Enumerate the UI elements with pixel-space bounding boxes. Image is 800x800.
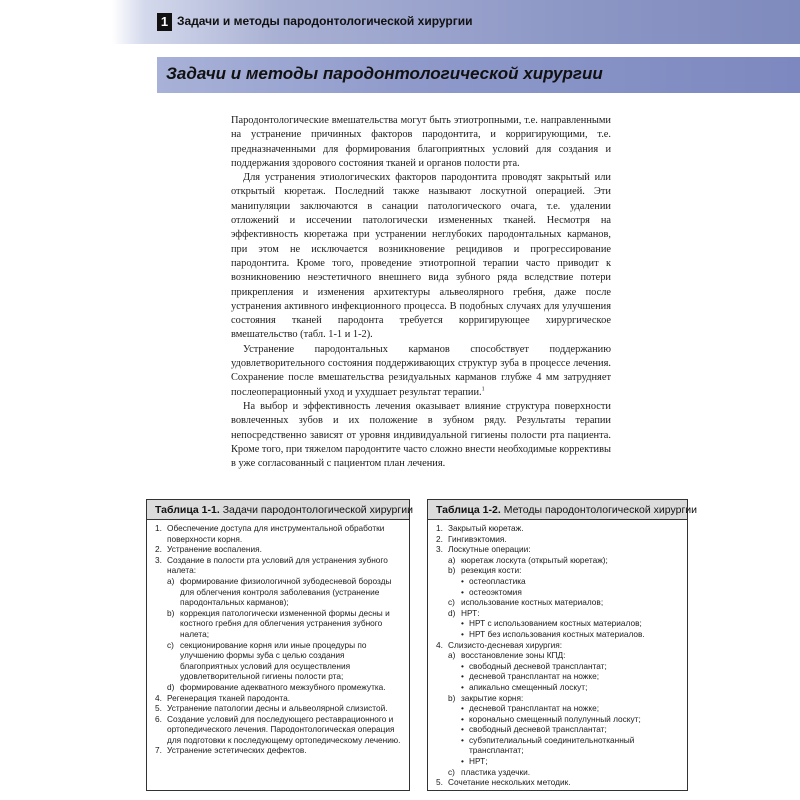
list-item <box>436 724 679 735</box>
list-item <box>436 608 679 619</box>
list-item <box>155 703 401 714</box>
list-item-text: коррекция патологически измененной формы десны и костного гребня для облегчения устранения зубного налета; <box>180 607 390 639</box>
list-item-text: резекция кости: <box>461 565 522 576</box>
list-item-text: десневой трансплантат на ножке; <box>469 671 599 682</box>
list-item-text: Лоскутные операции: <box>448 544 531 555</box>
list-marker: • <box>461 703 464 714</box>
list-marker: b) <box>167 607 175 618</box>
list-item <box>436 576 679 587</box>
paragraph: Для устранения этиологических факторов пародонтита проводят закрытый или открытый кюретаж. Последний также называют лоскутной операцией. Эти манипуляции заключаются в санации патологического очага, т.е. удалении отложений и иссечении патологически измененных тканей. Несмотря на эффективность кюретажа при устранении неглубоких пародонтальных карманов, при этом не исключается возникновение рецидивов и прогрессирование пародонтита. Кроме того, проведение этиотропной терапии часто приводит к возникновению неэстетичного внешнего вида зубного ряда вследствие потери прикрепления и изменения архитектуры альвеолярного гребня, даже после устранения активного инфекционного процесса. В подобных случаях для улучшения состояния тканей пародонта требуется корригирующее хирургическое вмешательство (табл. 1-1 и 1-2). <box>231 172 611 341</box>
list-item-text: коронально смещенный полулунный лоскут; <box>469 713 641 724</box>
footnote-marker: 1 <box>481 386 485 393</box>
list-item-text: формирование физиологичной зубодесневой борозды для облегчения контроля заболевания (устранение пародонтальных карманов); <box>180 575 392 608</box>
list-item-text: восстановление зоны КПД: <box>461 650 566 661</box>
list-marker: • <box>461 671 464 682</box>
list-item <box>436 682 679 693</box>
list-marker: 3. <box>436 544 443 555</box>
list-marker: • <box>461 756 464 767</box>
list-marker: 4. <box>155 692 162 703</box>
chapter-number: 1 <box>157 13 172 31</box>
list-item <box>436 523 679 534</box>
list-item <box>436 544 679 555</box>
list-item <box>436 703 679 714</box>
list-item-text: секционирование корня или иные процедуры по улучшению формы зуба с целью создания благоприятных условий для осуществления удовлетворительной гигиены полости рта; <box>180 639 367 682</box>
list-marker: 5. <box>155 703 162 714</box>
list-marker: • <box>461 575 464 586</box>
list-item <box>436 756 679 767</box>
list-item <box>436 618 679 629</box>
list-item-text: Закрытый кюретаж. <box>448 523 524 533</box>
list-item-text: апикально смещенный лоскут; <box>469 681 588 692</box>
list-marker: 4. <box>436 639 443 650</box>
list-marker: 2. <box>436 533 443 544</box>
list-item-text: Устранение воспаления. <box>167 544 262 555</box>
list-item-text: остеоэктомия <box>469 586 522 597</box>
list-marker: 1. <box>155 523 162 533</box>
paragraph-text: Устранение пародонтальных карманов способствует поддержанию удовлетворительного состояния поддерживающих структур зуба в процессе лечения. Сохранение после вмешательства резидуальных карманов глубже 4 мм затрудняет послеоперационный уход и ухудшает результат терапии. <box>231 343 611 398</box>
list-item <box>436 735 679 756</box>
list-item <box>155 745 401 756</box>
list-marker: • <box>461 628 464 639</box>
list-marker: b) <box>448 565 456 576</box>
list-item <box>155 693 401 704</box>
list-item <box>155 682 401 693</box>
list-item <box>155 714 401 746</box>
list-marker: c) <box>448 766 455 777</box>
list-item <box>436 587 679 598</box>
list-item <box>155 640 401 682</box>
list-item-text: Создание в полости рта условий для устранения зубного налета: <box>167 554 388 576</box>
list-marker: 6. <box>155 713 162 724</box>
list-item-text: Гингивэктомия. <box>448 533 507 544</box>
list-item-text: остеопластика <box>469 575 526 586</box>
list-item <box>436 693 679 704</box>
list-marker: a) <box>448 650 456 661</box>
table-title: Задачи пародонтологической хирургии <box>222 504 413 516</box>
list-item-text: свободный десневой трансплантат; <box>469 660 607 671</box>
list-item <box>155 576 401 608</box>
paragraph <box>231 343 611 400</box>
list-marker: • <box>461 618 464 629</box>
list-item <box>436 714 679 725</box>
list-marker: 7. <box>155 745 162 756</box>
list-item-text: Обеспечение доступа для инструментальной обработки поверхности корня. <box>167 523 385 544</box>
list-item <box>436 767 679 778</box>
table-1-1 <box>146 499 413 791</box>
list-item <box>436 534 679 545</box>
list-item-text: Устранение эстетических дефектов. <box>167 745 307 756</box>
list-marker: 5. <box>436 777 443 788</box>
list-item <box>436 777 679 788</box>
list-item-text: формирование адекватного межзубного промежутка. <box>180 681 386 692</box>
table-body <box>147 520 409 759</box>
list-item <box>436 640 679 651</box>
list-item <box>155 523 401 544</box>
list-item-text: кюретаж лоскута (открытый кюретаж); <box>461 554 608 565</box>
table-1-2 <box>427 499 698 791</box>
body-text <box>231 114 611 471</box>
list-marker: 1. <box>436 523 443 533</box>
list-item <box>436 661 679 672</box>
list-item-text: НРТ; <box>469 756 488 767</box>
table-label: Таблица 1-2. <box>436 504 501 516</box>
list-marker: c) <box>448 597 455 608</box>
list-marker: d) <box>448 607 456 618</box>
list-item-text: Устранение патологии десны и альвеолярной слизистой. <box>167 703 388 714</box>
table-header <box>147 500 413 520</box>
list-marker: • <box>461 724 464 735</box>
list-marker: c) <box>167 639 174 650</box>
list-item-text: субэпителиальный соединительнотканный трансплантат; <box>469 734 635 756</box>
list-marker: • <box>461 681 464 692</box>
list-item-text: закрытие корня: <box>461 692 524 703</box>
list-item-text: использование костных материалов; <box>461 597 604 608</box>
list-marker: • <box>461 734 464 745</box>
list-marker: b) <box>448 692 456 703</box>
list-item-text: Регенерация тканей пародонта. <box>167 692 291 703</box>
list-marker: a) <box>448 554 456 565</box>
chapter-title: Задачи и методы пародонтологической хирургии <box>177 14 473 28</box>
table-body <box>428 520 687 791</box>
list-marker: 2. <box>155 544 162 555</box>
list-item-text: десневой трансплантат на ножке; <box>469 703 599 714</box>
list-item <box>155 608 401 640</box>
section-title: Задачи и методы пародонтологической хирургии <box>166 64 603 83</box>
list-item <box>436 671 679 682</box>
list-marker: • <box>461 586 464 597</box>
list-item-text: Сочетание нескольких методик. <box>448 777 571 788</box>
paragraph: На выбор и эффективность лечения оказывает влияние структура поверхности вовлеченных зубов и их положение в зубном ряду. Результаты терапии непосредственно зависят от уровня индивидуальной гигиены полости рта пациента. Кроме того, при тяжелом пародонтите часто сложно внести необходимые коррективы в уже согласованный с пациентом план лечения. <box>231 400 611 470</box>
list-marker: • <box>461 660 464 671</box>
list-item <box>155 544 401 555</box>
paragraph: Пародонтологические вмешательства могут быть этиотропными, т.е. направленными на устранение причинных факторов пародонтита, и корригирующими, т.е. предназначенными для формирования благоприятных условий для создания и поддержания здорового состояния тканей и органов полости рта. <box>231 115 611 169</box>
list-item <box>436 565 679 576</box>
list-item <box>155 555 401 576</box>
list-item-text: Слизисто-десневая хирургия: <box>448 639 563 650</box>
table-label: Таблица 1-1. <box>155 504 220 516</box>
table-title: Методы пародонтологической хирургии <box>503 504 698 516</box>
list-marker: d) <box>167 681 175 692</box>
list-item-text: НРТ с использованием костных материалов; <box>469 618 642 629</box>
list-item-text: НРТ: <box>461 607 480 618</box>
list-item <box>436 597 679 608</box>
list-marker: a) <box>167 575 175 586</box>
table-header <box>428 500 698 520</box>
list-item-text: НРТ без использования костных материалов. <box>469 628 645 639</box>
list-item <box>436 555 679 566</box>
list-item-text: свободный десневой трансплантат; <box>469 724 607 735</box>
list-item-text: Создание условий для последующего реставрационного и ортопедического лечения. Пародонтологическая операция для подготовки к последующему ортопедическому лечению. <box>167 713 401 745</box>
list-item <box>436 629 679 640</box>
list-marker: • <box>461 713 464 724</box>
list-marker: 3. <box>155 554 162 565</box>
list-item-text: пластика уздечки. <box>461 766 531 777</box>
list-item <box>436 650 679 661</box>
